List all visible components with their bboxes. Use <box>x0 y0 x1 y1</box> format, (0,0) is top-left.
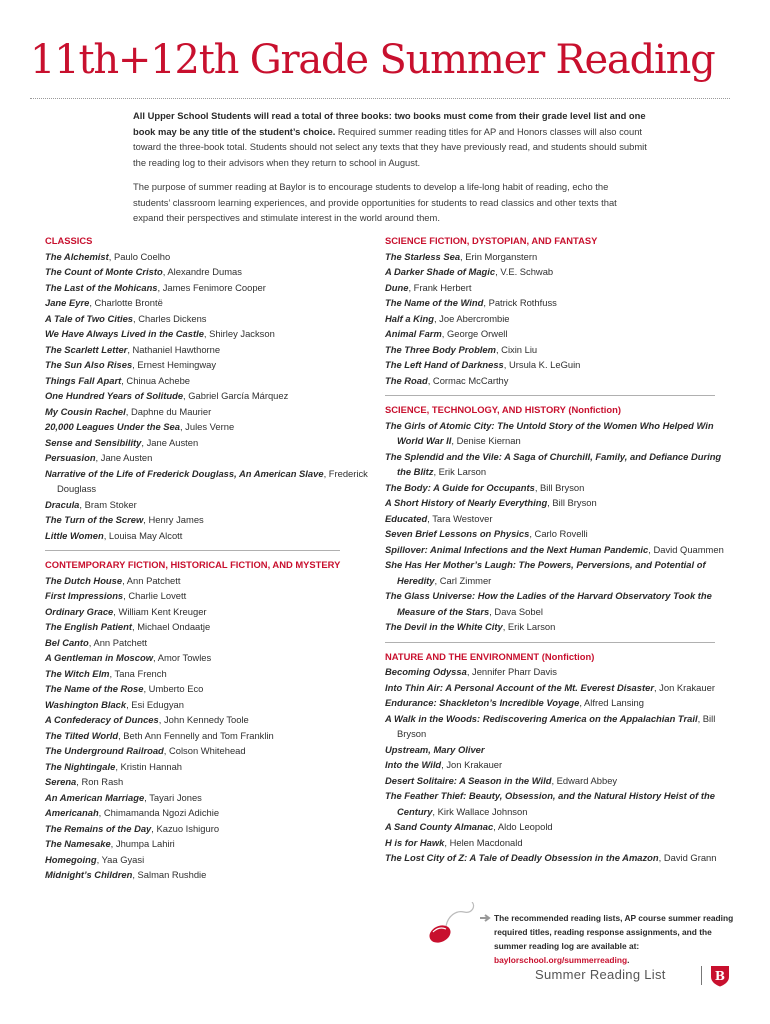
book-title: Endurance: Shackleton’s Incredible Voyage <box>385 697 580 708</box>
book-author: , Ann Patchett <box>122 574 181 586</box>
book-author: , Yaa Gyasi <box>96 853 145 865</box>
book-title: Becoming Odyssa <box>385 666 467 677</box>
book-item <box>385 588 730 619</box>
book-title: A Tale of Two Cities <box>45 312 134 324</box>
book-title: The Left Hand of Darkness <box>385 359 504 370</box>
book-author: , Jane Austen <box>141 436 199 448</box>
book-title: The Devil in the White City <box>385 621 503 632</box>
book-title: The Name of the Rose <box>45 683 144 694</box>
footnote <box>494 911 744 967</box>
book-title: Desert Solitaire: A Season in the Wild <box>385 774 552 786</box>
book-author: , David Quammen <box>648 543 724 555</box>
book-author: , Erik Larson <box>502 621 556 632</box>
book-author: , Jon Krakauer <box>653 681 715 693</box>
section-heading-contemporary: CONTEMPORARY FICTION, HISTORICAL FICTION, AND MYSTERY <box>45 559 341 570</box>
book-author: , Kazuo Ishiguro <box>151 822 220 834</box>
book-item <box>45 712 390 728</box>
book-item <box>385 680 730 696</box>
footer-label: Summer Reading List <box>535 967 666 982</box>
book-title: The Last of the Mohicans <box>45 281 158 293</box>
book-author: , Carl Zimmer <box>434 574 492 586</box>
book-item <box>385 773 730 789</box>
book-item <box>45 728 390 744</box>
book-title: The Sun Also Rises <box>45 359 133 370</box>
book-title: A Short History of Nearly Everything <box>385 497 548 508</box>
arrow-right-icon <box>480 914 492 922</box>
book-title: 20,000 Leagues Under the Sea <box>45 421 180 432</box>
book-item <box>385 418 730 449</box>
book-author: , Ann Patchett <box>88 636 148 648</box>
section-heading-scifi: SCIENCE FICTION, DYSTOPIAN, AND FANTASY <box>385 235 598 246</box>
book-title: A Sand County Almanac <box>385 821 494 832</box>
book-item <box>45 404 390 420</box>
book-author: , Charlie Lovett <box>123 590 187 601</box>
book-author: , David Grann <box>658 852 717 863</box>
book-item <box>45 466 390 497</box>
book-item <box>385 557 730 588</box>
book-title: Into the Wild <box>385 759 442 770</box>
book-item <box>45 450 390 466</box>
book-title: Serena <box>45 776 77 787</box>
book-item <box>45 790 390 806</box>
summer-reading-link[interactable]: baylorschool.org/summerreading <box>494 955 628 965</box>
computer-mouse-icon <box>424 902 484 948</box>
book-title: Upstream, Mary Oliver <box>385 743 485 755</box>
intro-bold-text: All Upper School Students will read a total of three books: two books must come from their grade level list and one book may be any title of the student’s choice. <box>133 110 646 137</box>
book-title: The Lost City of Z: A Tale of Deadly Obsession in the Amazon <box>385 852 659 863</box>
book-item <box>385 788 730 819</box>
book-author: , William Kent Kreuger <box>113 605 207 617</box>
book-item <box>385 373 730 389</box>
book-item <box>385 542 730 558</box>
book-item <box>45 249 390 265</box>
book-item <box>385 495 730 511</box>
book-title: A Walk in the Woods: Rediscovering America on the Appalachian Trail <box>385 712 698 724</box>
book-author: , Cormac McCarthy <box>427 374 509 386</box>
book-title: The Remains of the Day <box>45 822 152 834</box>
book-item <box>385 357 730 373</box>
book-title: The Witch Elm <box>45 667 110 679</box>
book-item <box>45 821 390 837</box>
book-author: , John Kennedy Toole <box>158 714 249 725</box>
right-column <box>385 233 730 866</box>
book-author: , Erik Larson <box>433 466 487 477</box>
book-author: , Alexandre Dumas <box>162 266 242 277</box>
book-author: , Chinua Achebe <box>121 374 191 386</box>
book-title: Educated <box>385 512 428 524</box>
baylor-crest-icon <box>710 965 730 987</box>
book-title: A Gentleman in Moscow <box>45 652 153 663</box>
section-divider <box>385 395 715 396</box>
book-author: , Henry James <box>143 514 204 525</box>
book-item <box>385 742 730 758</box>
book-item <box>45 867 390 883</box>
book-item <box>45 280 390 296</box>
section-divider <box>385 642 715 643</box>
book-item <box>45 805 390 821</box>
book-author: , Gabriel García Márquez <box>183 390 289 401</box>
book-item <box>45 635 390 651</box>
book-title: The Turn of the Screw <box>45 514 144 525</box>
book-author: , Helen Macdonald <box>444 836 523 848</box>
book-title: Persuasion <box>45 452 96 463</box>
book-title: The Girls of Atomic City: The Untold Story of the Women Who Helped Win World War II <box>385 419 714 446</box>
book-item <box>45 419 390 435</box>
book-author: , Beth Ann Fennelly and Tom Franklin <box>118 729 274 741</box>
book-item <box>385 819 730 835</box>
book-item <box>45 619 390 635</box>
book-item <box>385 526 730 542</box>
book-author: , Jennifer Pharr Davis <box>466 666 557 677</box>
book-item <box>385 835 730 851</box>
book-author: , Paulo Coelho <box>108 250 171 262</box>
book-item <box>385 511 730 527</box>
book-title: A Confederacy of Dunces <box>45 714 159 725</box>
book-author: , Ernest Hemingway <box>132 359 217 370</box>
book-item <box>385 249 730 265</box>
book-title: The Body: A Guide for Occupants <box>385 481 535 493</box>
book-title: The Nightingale <box>45 760 116 772</box>
book-author: , Ursula K. LeGuin <box>503 359 581 370</box>
book-item <box>45 588 390 604</box>
book-title: She Has Her Mother’s Laugh: The Powers, Perversions, and Potential of Heredity <box>385 559 706 586</box>
book-item <box>45 604 390 620</box>
book-item <box>385 449 730 480</box>
book-title: The Road <box>385 374 428 386</box>
book-author: , Erin Morganstern <box>460 250 538 262</box>
section-heading-science: SCIENCE, TECHNOLOGY, AND HISTORY (Nonfiction) <box>385 404 621 415</box>
book-item <box>385 757 730 773</box>
book-item <box>45 512 390 528</box>
book-author: , Alfred Lansing <box>579 697 644 708</box>
book-item <box>45 497 390 513</box>
book-title: We Have Always Lived in the Castle <box>45 328 204 339</box>
book-item <box>45 666 390 682</box>
book-author: , Frank Herbert <box>408 281 472 293</box>
crest-letter: B <box>714 969 726 983</box>
book-item <box>45 295 390 311</box>
book-title: Bel Canto <box>45 636 89 648</box>
book-author: , Denise Kiernan <box>451 435 521 446</box>
book-item <box>45 743 390 759</box>
book-author: , Kristin Hannah <box>115 760 183 772</box>
book-title: One Hundred Years of Solitude <box>45 390 184 401</box>
book-item <box>385 664 730 680</box>
book-author: , Charlotte Brontë <box>89 297 163 308</box>
footer-divider <box>701 966 702 985</box>
book-title: The Glass Universe: How the Ladies of the Harvard Observatory Took the Measure of the Stars <box>385 590 712 617</box>
book-author: , Dava Sobel <box>489 605 543 617</box>
book-author: , Michael Ondaatje <box>132 621 211 632</box>
book-author: , Patrick Rothfuss <box>483 297 557 308</box>
book-title: Into Thin Air: A Personal Account of the Mt. Everest Disaster <box>385 681 654 693</box>
book-author: , Chimamanda Ngozi Adichie <box>98 807 220 818</box>
book-item <box>45 357 390 373</box>
book-item <box>385 850 730 866</box>
book-item <box>385 342 730 358</box>
book-author: , Bill Bryson <box>547 497 597 508</box>
book-item <box>385 280 730 296</box>
book-author: , Edward Abbey <box>551 774 618 786</box>
book-author: , Bill Bryson <box>397 712 716 739</box>
book-author: , Charles Dickens <box>133 312 207 324</box>
book-title: The Tilted World <box>45 729 119 741</box>
book-title: Half a King <box>385 312 434 324</box>
book-title: The Scarlett Letter <box>45 343 128 355</box>
book-title: The Feather Thief: Beauty, Obsession, and the Natural History Heist of the Century <box>385 790 715 817</box>
book-title: An American Marriage <box>45 791 145 803</box>
book-item <box>45 774 390 790</box>
book-title: The Alchemist <box>45 250 109 262</box>
book-author: , Nathaniel Hawthorne <box>127 343 221 355</box>
book-title: The Starless Sea <box>385 250 461 262</box>
section-heading-nature: NATURE AND THE ENVIRONMENT (Nonfiction) <box>385 650 595 662</box>
book-author: , Tayari Jones <box>144 791 202 803</box>
book-author: , Cixin Liu <box>495 343 538 355</box>
book-item <box>385 480 730 496</box>
book-list-classics <box>45 249 390 544</box>
book-title: The Dutch House <box>45 574 123 586</box>
book-author: , Amor Towles <box>153 652 212 663</box>
book-title: The Count of Monte Cristo <box>45 266 163 277</box>
book-item <box>45 650 390 666</box>
page-title: 11th+12th Grade Summer Reading <box>30 37 715 83</box>
book-title: Things Fall Apart <box>45 374 122 386</box>
section-heading-classics: CLASSICS <box>45 235 93 246</box>
book-title: My Cousin Rachel <box>45 405 126 417</box>
book-item <box>385 311 730 327</box>
book-item <box>45 697 390 713</box>
book-list-nature <box>385 664 730 866</box>
book-item <box>45 573 390 589</box>
book-title: Jane Eyre <box>45 297 90 308</box>
book-title: Animal Farm <box>385 328 442 339</box>
book-author: , Louisa May Alcott <box>103 529 183 541</box>
book-title: The Name of the Wind <box>385 297 484 308</box>
book-item <box>45 311 390 327</box>
book-item <box>45 388 390 404</box>
book-title: Midnight’s Children <box>45 869 133 880</box>
book-title: Homegoing <box>45 853 97 865</box>
book-author: , James Fenimore Cooper <box>157 281 266 293</box>
book-title: Americanah <box>45 807 99 818</box>
book-item <box>385 295 730 311</box>
book-author: , Jane Austen <box>95 452 153 463</box>
book-author: , Umberto Eco <box>143 683 204 694</box>
book-title: Dune <box>385 281 409 293</box>
book-author: , Colson Whitehead <box>163 745 246 756</box>
book-item <box>385 326 730 342</box>
book-item <box>385 264 730 280</box>
book-author: , Salman Rushdie <box>132 869 207 880</box>
intro-paragraph-2: The purpose of summer reading at Baylor is to encourage students to develop a life-long habit of reading, echo the students’ classroom learning experiences, and provide opportunities for students to read classics and other texts that expand their perspectives and stimulate interest in the world around them. <box>133 181 617 223</box>
book-author: , Frederick Douglass <box>57 467 368 494</box>
book-item <box>45 435 390 451</box>
book-item <box>45 836 390 852</box>
section-divider <box>45 550 340 551</box>
book-author: , Tara Westover <box>427 512 493 524</box>
footnote-end: . <box>627 955 630 965</box>
book-title: The English Patient <box>45 621 132 632</box>
book-author: , Shirley Jackson <box>203 328 275 339</box>
book-author: , V.E. Schwab <box>495 266 554 277</box>
book-item <box>385 695 730 711</box>
book-title: The Namesake <box>45 838 111 849</box>
book-author: , Jules Verne <box>179 421 235 432</box>
book-author: , Esi Edugyan <box>126 698 184 710</box>
book-author: , Tana French <box>109 667 167 679</box>
book-title: Seven Brief Lessons on Physics <box>385 528 530 539</box>
book-title: The Underground Railroad <box>45 745 164 756</box>
book-title: H is for Hawk <box>385 836 445 848</box>
book-title: Washington Black <box>45 698 127 710</box>
book-item <box>385 711 730 742</box>
book-item <box>45 852 390 868</box>
book-author: , Bram Stoker <box>79 498 137 510</box>
book-item <box>45 342 390 358</box>
book-title: The Splendid and the Vile: A Saga of Churchill, Family, and Defiance During the Blitz <box>385 450 722 477</box>
book-item <box>45 373 390 389</box>
book-title: Dracula <box>45 498 80 510</box>
book-title: A Darker Shade of Magic <box>385 266 496 277</box>
book-list-contemporary <box>45 573 390 883</box>
book-item <box>45 681 390 697</box>
book-author: , Jhumpa Lahiri <box>110 838 175 849</box>
book-author: , Jon Krakauer <box>441 759 503 770</box>
book-item <box>45 326 390 342</box>
book-author: , Carlo Rovelli <box>529 528 588 539</box>
book-author: , Daphne du Maurier <box>125 405 212 417</box>
book-author: , Ron Rash <box>76 776 124 787</box>
title-divider <box>30 98 730 99</box>
intro-paragraph-1 <box>133 108 648 170</box>
book-title: Ordinary Grace <box>45 605 114 617</box>
book-title: Little Women <box>45 529 104 541</box>
book-author: , Aldo Leopold <box>493 821 553 832</box>
intro <box>133 108 648 235</box>
book-item <box>385 619 730 635</box>
book-author: , George Orwell <box>441 328 508 339</box>
book-title: First Impressions <box>45 590 124 601</box>
book-item <box>45 759 390 775</box>
book-author: , Joe Abercrombie <box>433 312 510 324</box>
book-list-science <box>385 418 730 635</box>
book-title: The Three Body Problem <box>385 343 496 355</box>
book-item <box>45 528 390 544</box>
book-title: Sense and Sensibility <box>45 436 142 448</box>
book-title: Spillover: Animal Infections and the Next Human Pandemic <box>385 543 649 555</box>
intro-text: Required summer reading titles for AP and Honors classes will also count toward the three-book total. Students should not select any texts that they have previously read, and students should submit the reading log to their advisors when they return to school in August. <box>133 125 647 168</box>
book-list-scifi <box>385 249 730 389</box>
book-title: Narrative of the Life of Frederick Douglass, An American Slave <box>45 467 324 479</box>
book-author: , Bill Bryson <box>534 481 585 493</box>
book-author: , Kirk Wallace Johnson <box>432 805 528 817</box>
footnote-text: The recommended reading lists, AP course summer reading required titles, reading response assignments, and the summer reading log are available at: <box>494 913 734 951</box>
book-item <box>45 264 390 280</box>
left-column <box>45 233 390 883</box>
